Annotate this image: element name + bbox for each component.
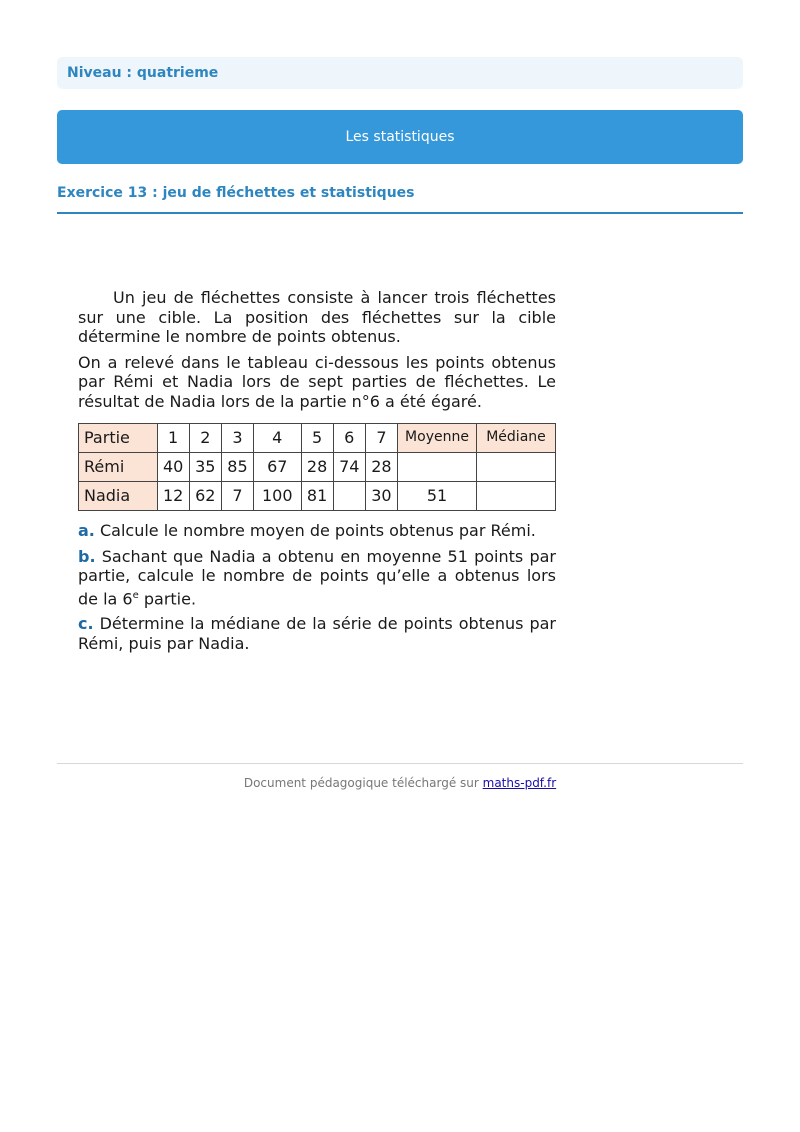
question-text: Sachant que Nadia a obtenu en moyenne 51 points par partie, calcule le nombre de points qu’elle a obtenus lors de la 6	[78, 546, 556, 608]
exercise-title: Exercice 13 : jeu de fléchettes et statistiques	[57, 185, 743, 214]
table-cell: 51	[398, 482, 477, 511]
table-cell: 35	[189, 453, 221, 482]
table-row	[79, 453, 556, 482]
question-a	[78, 521, 556, 541]
table-cell: 81	[301, 482, 333, 511]
table-header-cell: Moyenne	[398, 424, 477, 453]
footer-link[interactable]: maths-pdf.fr	[482, 776, 557, 790]
table-cell: 67	[254, 453, 301, 482]
question-text: Détermine la médiane de la série de points obtenus par Rémi, puis par Nadia.	[78, 614, 556, 653]
table-header-cell: Partie	[79, 424, 158, 453]
table-header-cell: 4	[254, 424, 301, 453]
chapter-title: Les statistiques	[345, 129, 455, 145]
table-header-cell: Médiane	[477, 424, 556, 453]
table-header-cell: 3	[221, 424, 253, 453]
footer-divider	[57, 763, 743, 764]
table-cell: 100	[254, 482, 301, 511]
table-cell: 28	[301, 453, 333, 482]
chapter-title-banner	[57, 110, 743, 164]
table-header-cell: 5	[301, 424, 333, 453]
footer	[57, 776, 743, 790]
table-cell: 40	[157, 453, 189, 482]
table-cell: Rémi	[79, 453, 158, 482]
intro-paragraph-1: Un jeu de fléchettes consiste à lancer trois fléchettes sur une cible. La position des fléchettes sur la cible détermine le nombre de points obtenus.	[78, 288, 556, 346]
table-cell: 12	[157, 482, 189, 511]
table-cell	[333, 482, 365, 511]
table-cell: 62	[189, 482, 221, 511]
table-row	[79, 482, 556, 511]
table-header-cell: 1	[157, 424, 189, 453]
table-header-row	[79, 424, 556, 453]
scores-table	[78, 423, 556, 511]
table-cell: 30	[365, 482, 397, 511]
table-cell	[477, 482, 556, 511]
level-label: Niveau : quatrieme	[67, 65, 219, 81]
question-b	[78, 547, 556, 609]
table-cell: 7	[221, 482, 253, 511]
table-header-cell: 2	[189, 424, 221, 453]
question-text-end: partie.	[138, 588, 197, 608]
question-text: Calcule le nombre moyen de points obtenus par Rémi.	[99, 521, 536, 540]
question-c	[78, 614, 556, 653]
level-banner	[57, 57, 743, 89]
footer-text: Document pédagogique téléchargé sur	[243, 776, 483, 790]
question-label: a.	[78, 521, 95, 540]
question-label: b.	[78, 546, 96, 566]
table-cell: 74	[333, 453, 365, 482]
table-cell: 28	[365, 453, 397, 482]
table-cell	[477, 453, 556, 482]
exercise-content	[78, 288, 556, 659]
table-cell: Nadia	[79, 482, 158, 511]
table-header-cell: 7	[365, 424, 397, 453]
table-cell: 85	[221, 453, 253, 482]
table-header-cell: 6	[333, 424, 365, 453]
intro-paragraph-2: On a relevé dans le tableau ci-dessous les points obtenus par Rémi et Nadia lors de sept parties de fléchettes. Le résultat de Nadia lors de la partie n°6 a été égaré.	[78, 352, 556, 411]
table-cell	[398, 453, 477, 482]
superscript: e	[132, 589, 139, 601]
question-label: c.	[78, 614, 94, 634]
